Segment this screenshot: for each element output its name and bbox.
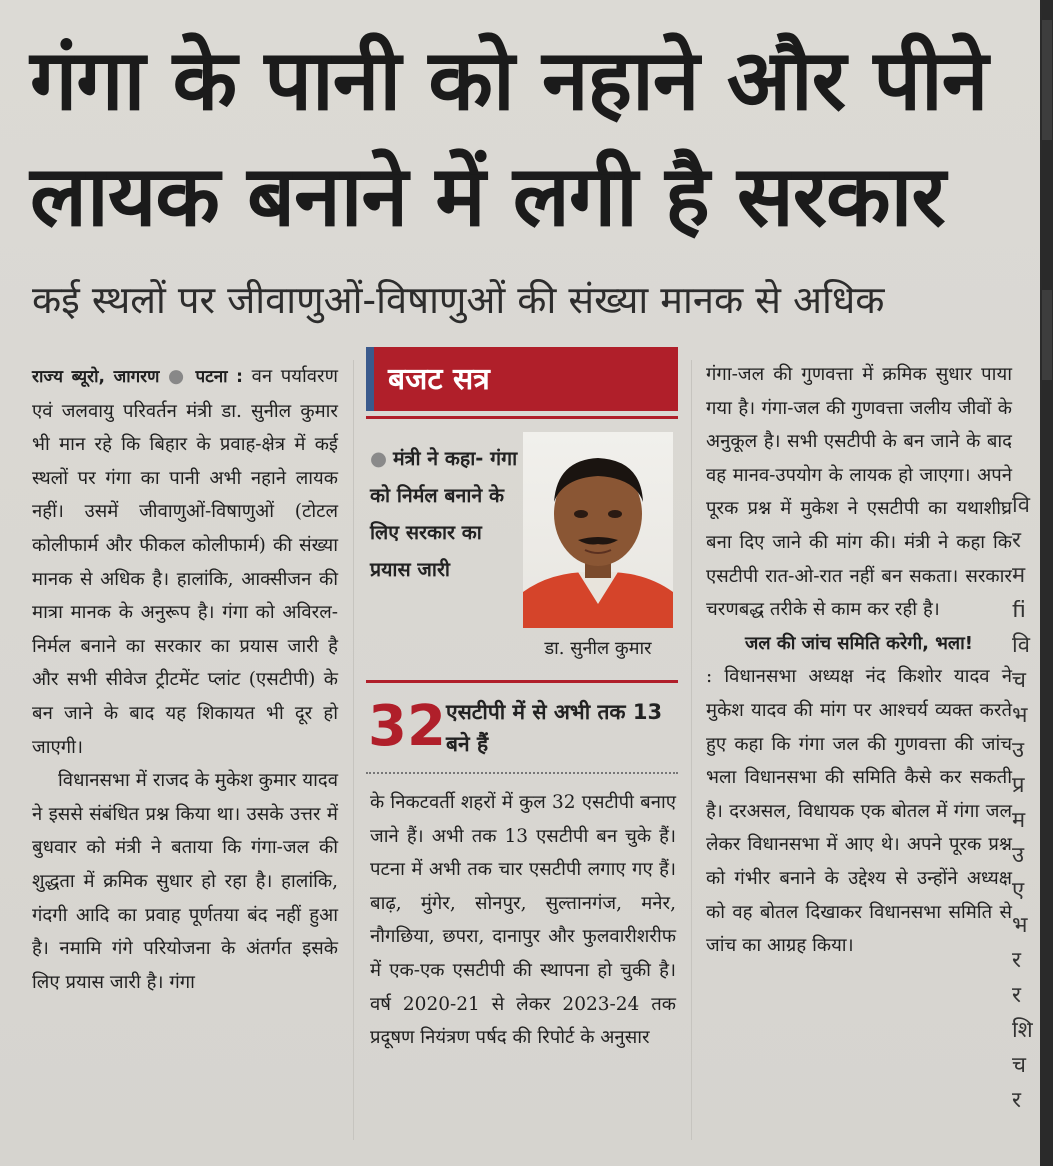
fragment-text: म: [1012, 563, 1026, 588]
fragment-text: च: [1012, 1053, 1026, 1078]
fragment-text: शि: [1012, 1018, 1033, 1043]
inline-subheading: जल की जांच समिति करेगी, भला!: [745, 632, 973, 654]
fragment-text: र: [1012, 948, 1021, 973]
stat-number: 32: [368, 694, 446, 759]
minister-photo: [523, 432, 673, 628]
fragment-text: वि: [1012, 493, 1030, 518]
article-column-middle: [370, 786, 676, 1055]
fragment-text: fi: [1012, 598, 1026, 623]
fragment-text: वि: [1012, 633, 1030, 658]
bullet-dot-icon: ●: [168, 366, 196, 387]
portrait-illustration: [523, 432, 673, 628]
article-paragraph: विधानसभा में राजद के मुकेश कुमार यादव ने इससे संबंधित प्रश्न किया था। उसके उत्तर में बुधवार को मंत्री ने बताया कि गंगा-जल की शुद्धता में क्रमिक सुधार हो रहा है। हालांकि, गंदगी आदि का प्रवाह पूर्णतया बंद नहीं हुआ है। नमामि गंगे परियोजना के अंतर्गत इसके लिए प्रयास जारी है। गंगा: [32, 770, 338, 993]
edge-photo-fragment: [1042, 20, 1052, 140]
fragment-text: च: [1012, 668, 1026, 693]
headline-line-2: लायक बनाने में लगी है सरकार: [30, 147, 945, 245]
fragment-text: ए: [1012, 878, 1025, 903]
dotted-separator: [366, 772, 678, 774]
fragment-text: प्र: [1012, 773, 1025, 798]
fragment-text: उ: [1012, 843, 1025, 868]
edge-photo-fragment: [1042, 290, 1052, 380]
headline: [30, 22, 1020, 254]
article-paragraph: के निकटवर्ती शहरों में कुल 32 एसटीपी बनाए जाने हैं। अभी तक 13 एसटीपी बन चुके हैं। पटना में अभी तक चार एसटीपी लगाए गए हैं। बाढ़, मुंगेर, सोनपुर, सुल्तानगंज, मनेर, नौगछिया, छपरा, दानापुर और फुलवारीशरीफ में एक-एक एसटीपी की स्थापना हो चुकी है। वर्ष 2020-21 से लेकर 2023-24 तक प्रदूषण नियंत्रण पर्षद की रिपोर्ट के अनुसार: [370, 792, 676, 1049]
subheadline: कई स्थलों पर जीवाणुओं-विषाणुओं की संख्या मानक से अधिक: [32, 278, 885, 322]
adjacent-page-edge: [1040, 0, 1053, 1166]
bullet-dot-icon: ●: [370, 447, 388, 470]
photo-caption: डा. सुनील कुमार: [544, 638, 652, 659]
fragment-text: र: [1012, 983, 1021, 1008]
column-divider: [691, 360, 692, 1140]
article-paragraph: : विधानसभा अध्यक्ष नंद किशोर यादव ने मुकेश यादव की मांग पर आश्चर्य व्यक्त करते हुए कहा कि गंगा जल की गुणवत्ता की जांच भला विधानसभा की समिति कैसे कर सकती है। दरअसल, विधायक एक बोतल में गंगा जल लेकर विधानसभा में आए थे। अपने पूरक प्रश्न को गंभीर बनाने के उद्देश्य से उन्होंने अध्यक्ष को वह बोतल दिखाकर विधानसभा समिति से जांच का आग्रह किया।: [706, 666, 1012, 957]
article-column-right: [706, 358, 1012, 963]
fragment-text: भ: [1012, 703, 1028, 728]
headline-line-1: गंगा के पानी को नहाने और पीने: [30, 31, 988, 129]
column-divider: [353, 360, 354, 1140]
fragment-text: उ: [1012, 738, 1025, 763]
fragment-text: र: [1012, 528, 1021, 553]
article-column-left: [32, 360, 338, 999]
byline-place: पटना :: [195, 367, 243, 387]
section-tag-label: बजट सत्र: [388, 362, 490, 397]
article-paragraph: [32, 360, 338, 764]
paragraph-text: वन पर्यावरण एवं जलवायु परिवर्तन मंत्री डा. सुनील कुमार भी मान रहे कि बिहार के प्रवाह-क्षेत्र में कई स्थलों पर गंगा का पानी अभी नहाने लायक नहीं। उसमें जीवाणुओं-विषाणुओं (टोटल कोलीफार्म और फीकल कोलीफार्म) की संख्या मानक से अधिक है। हालांकि, आक्सीजन की मात्रा मानक के अनुरूप है। गंगा को अविरल-निर्मल बनाने का सरकार का प्रयास जारी है और सभी सीवेज ट्रीटमेंट प्लांट (एसटीपी) के बन जाने के बाद यह शिकायत भी दूर हो जाएगी।: [32, 366, 339, 758]
pull-quote: [370, 440, 518, 588]
section-rule: [366, 416, 678, 419]
pull-quote-text: मंत्री ने कहा- गंगा को निर्मल बनाने के लिए सरकार का प्रयास जारी: [370, 447, 518, 581]
byline-source: राज्य ब्यूरो, जागरण: [32, 367, 160, 387]
adjacent-column-fragment: [1012, 488, 1038, 1118]
fragment-text: म: [1012, 808, 1026, 833]
fragment-text: र: [1012, 1088, 1021, 1113]
fragment-text: भ: [1012, 913, 1028, 938]
section-tag: [366, 347, 678, 411]
stat-rule: [366, 680, 678, 683]
stat-text: एसटीपी में से अभी तक 13 बने हैं: [446, 700, 663, 756]
article-paragraph: गंगा-जल की गुणवत्ता में क्रमिक सुधार पाया गया है। गंगा-जल की गुणवत्ता जलीय जीवों के अनुकूल है। सभी एसटीपी के बन जाने के बाद वह मानव-उपयोग के लायक हो जाएगा। अपने पूरक प्रश्न में मुकेश ने एसटीपी का यथाशीघ्र बना दिए जाने की मांग की। मंत्री ने कहा कि एसटीपी रात-ओ-रात नहीं बन सकता। सरकार चरणबद्ध तरीके से काम कर रही है।: [706, 364, 1012, 621]
